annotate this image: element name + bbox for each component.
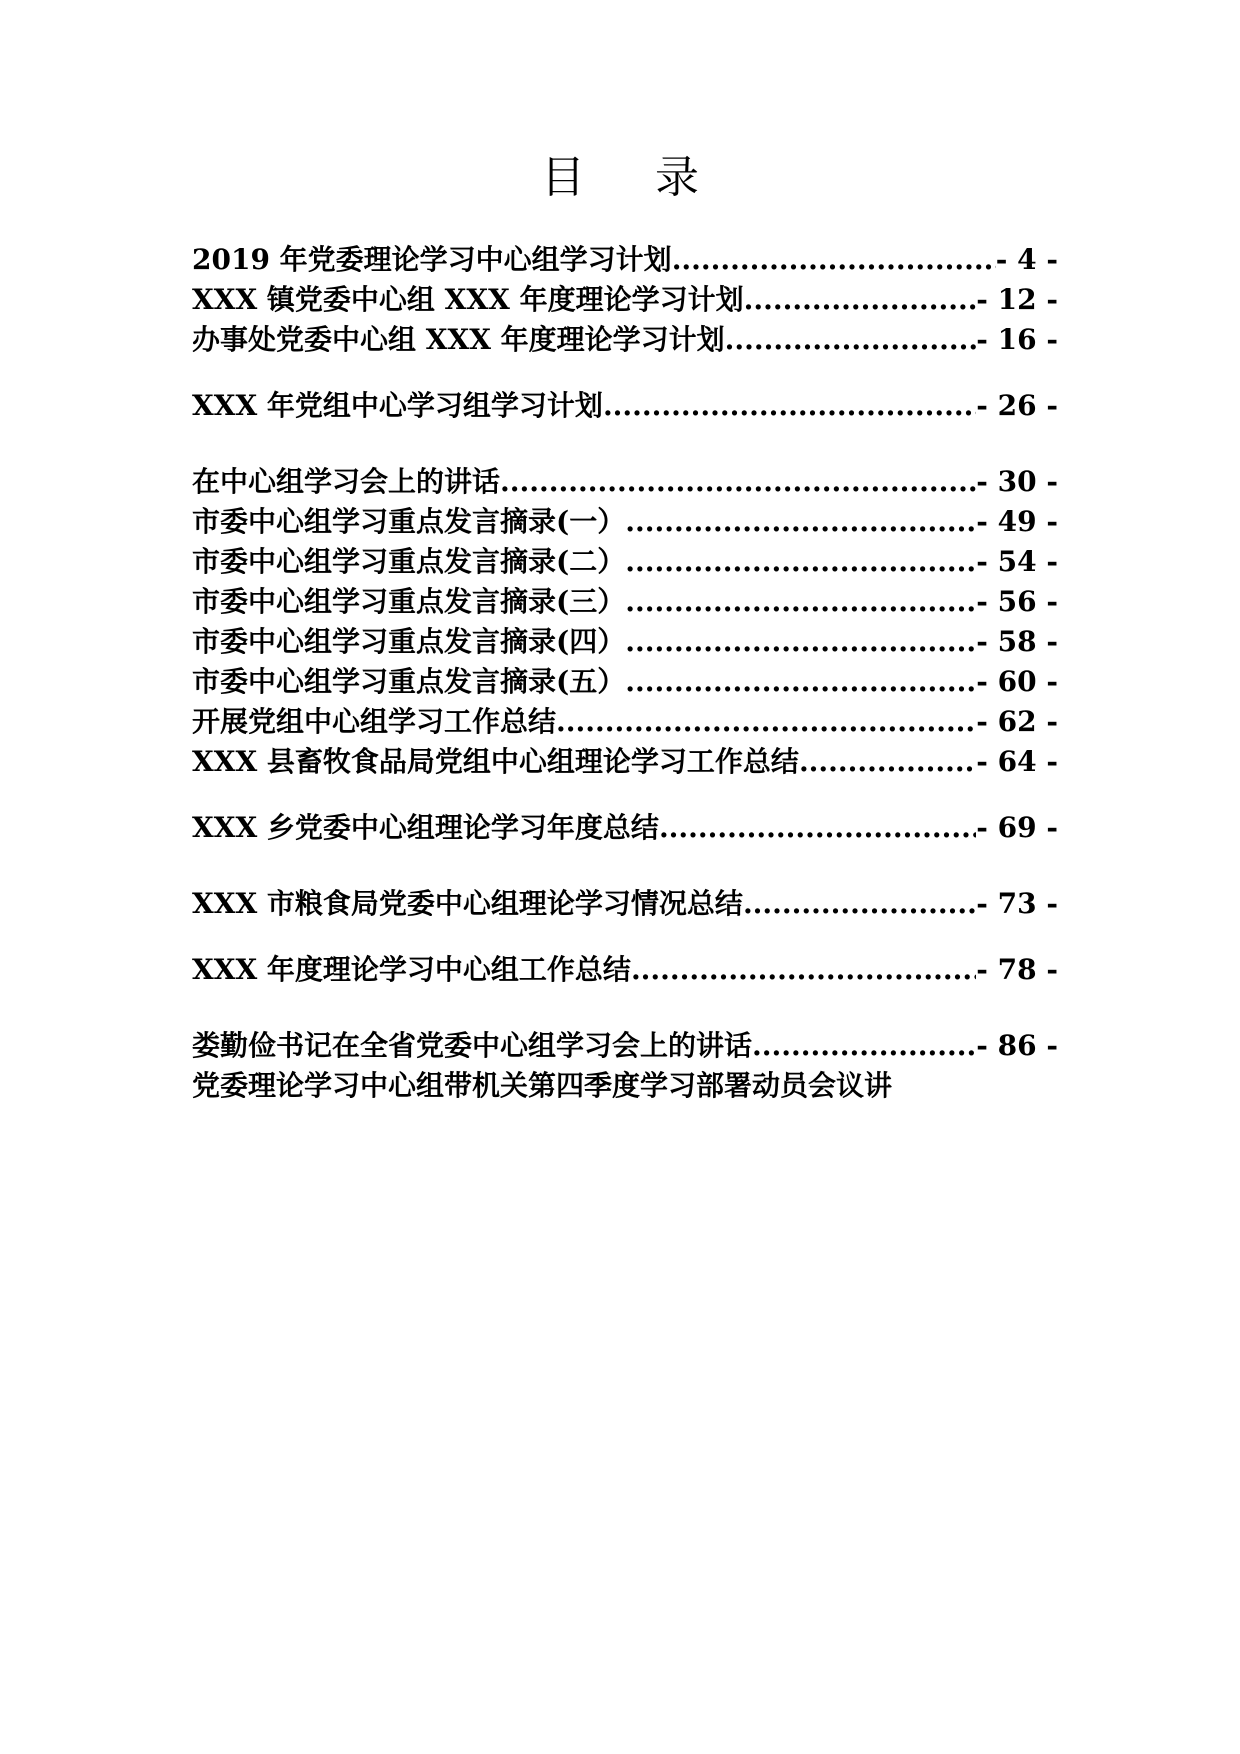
toc-leader-dots	[500, 462, 976, 502]
toc-leader-dots	[625, 662, 976, 702]
toc-entry-page: - 56 -	[976, 585, 1058, 618]
toc-leader-dots	[752, 1026, 976, 1066]
toc-leader-dots	[556, 702, 976, 742]
toc-entry[interactable]	[192, 1066, 1058, 1106]
toc-entry[interactable]	[192, 502, 1058, 542]
toc-leader-dots	[625, 502, 976, 542]
toc-entry-page: - 30 -	[976, 465, 1058, 498]
toc-entry-title: 办事处党委中心组 XXX 年度理论学习计划	[192, 323, 725, 356]
toc-leader-dots	[603, 386, 976, 426]
toc-entry[interactable]	[192, 240, 1058, 280]
toc-entry-page: - 58 -	[976, 625, 1058, 658]
toc-entry-page: - 54 -	[976, 545, 1058, 578]
toc-leader-dots	[743, 884, 976, 924]
toc-entry-title: 开展党组中心组学习工作总结	[192, 705, 557, 738]
toc-entry-page: - 62 -	[976, 705, 1058, 738]
toc-entry-title: 2019 年党委理论学习中心组学习计划	[192, 243, 672, 276]
toc-entry-title: XXX 市粮食局党委中心组理论学习情况总结	[192, 887, 743, 920]
toc-entry[interactable]	[192, 1026, 1058, 1066]
toc-entry-page: - 86 -	[976, 1029, 1058, 1062]
toc-title: 目 录	[541, 152, 727, 203]
toc-leader-dots	[625, 542, 976, 582]
toc-entry-title: 党委理论学习中心组带机关第四季度学习部署动员会议讲	[192, 1069, 893, 1102]
toc-entry[interactable]	[192, 622, 1058, 662]
toc-entry-page: - 60 -	[976, 665, 1058, 698]
toc-leader-dots	[625, 622, 976, 662]
toc-entry-title: 在中心组学习会上的讲话	[192, 465, 501, 498]
toc-entry[interactable]	[192, 742, 1058, 782]
toc-entry[interactable]	[192, 542, 1058, 582]
toc-entry-page: - 69 -	[976, 811, 1058, 844]
toc-entry-page: - 49 -	[976, 505, 1058, 538]
toc-leader-dots	[725, 320, 977, 360]
toc-entry-title: 市委中心组学习重点发言摘录(二）	[192, 545, 626, 578]
toc-entry[interactable]	[192, 884, 1058, 924]
toc-entry[interactable]	[192, 320, 1058, 360]
toc-entry-title: 市委中心组学习重点发言摘录(五）	[192, 665, 626, 698]
toc-leader-dots	[672, 240, 996, 280]
toc-entry-page: - 4 -	[995, 243, 1058, 276]
toc-entry-title: XXX 乡党委中心组理论学习年度总结	[192, 811, 659, 844]
toc-entry-title: XXX 年度理论学习中心组工作总结	[192, 953, 631, 986]
toc-leader-dots	[799, 742, 976, 782]
toc-entry-title: XXX 镇党委中心组 XXX 年度理论学习计划	[192, 283, 744, 316]
toc-entry-title: 市委中心组学习重点发言摘录(一）	[192, 505, 626, 538]
toc-entry-title: 市委中心组学习重点发言摘录(三）	[192, 585, 626, 618]
toc-entry-page: - 16 -	[976, 323, 1058, 356]
toc-leader-dots	[631, 950, 976, 990]
toc-entry-title: XXX 县畜牧食品局党组中心组理论学习工作总结	[192, 745, 799, 778]
toc-entry[interactable]	[192, 950, 1058, 990]
toc-leader-dots	[625, 582, 976, 622]
toc-entry-title: XXX 年党组中心学习组学习计划	[192, 389, 603, 422]
toc-entry-title: 市委中心组学习重点发言摘录(四）	[192, 625, 626, 658]
toc-leader-dots	[659, 808, 976, 848]
toc-entry[interactable]	[192, 462, 1058, 502]
toc-entry-page: - 73 -	[976, 887, 1058, 920]
toc-entry[interactable]	[192, 702, 1058, 742]
toc-entry[interactable]	[192, 582, 1058, 622]
toc-entry[interactable]	[192, 808, 1058, 848]
toc-entry-page: - 12 -	[976, 283, 1058, 316]
toc-entry[interactable]	[192, 386, 1058, 426]
toc-entry-page: - 64 -	[976, 745, 1058, 778]
toc-entry[interactable]	[192, 662, 1058, 702]
toc-entry-page: - 78 -	[976, 953, 1058, 986]
toc-entry[interactable]	[192, 280, 1058, 320]
toc-entry-title: 娄勤俭书记在全省党委中心组学习会上的讲话	[192, 1029, 753, 1062]
toc-leader-dots	[744, 280, 977, 320]
toc-entry-page: - 26 -	[976, 389, 1058, 422]
